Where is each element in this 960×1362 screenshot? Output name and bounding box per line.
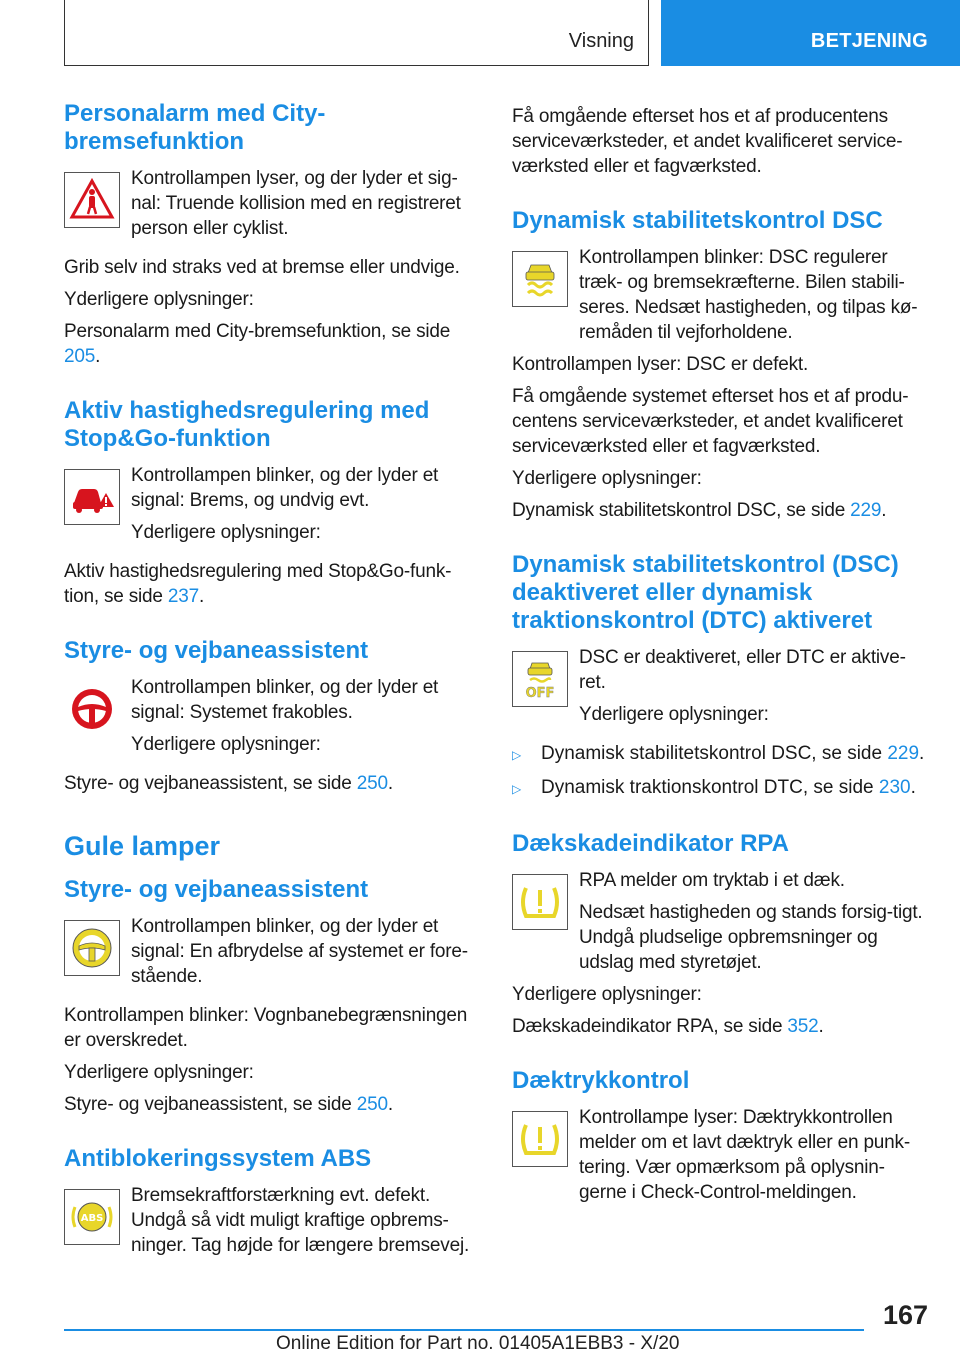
paragraph: Kontrollampen blinker: Vognbanebegrænsningen er overskredet. [64,1005,468,1051]
indicator-row-tpms [512,1105,930,1212]
section-title-steering-assist-red: Styre- og vejbaneassistent [64,637,369,664]
section-title-acc: Aktiv hastighedsregulering med Stop&Go-funktion [64,397,430,452]
indicator-row-acc [64,463,482,552]
indicator-row-steering-yellow [64,914,482,996]
reference-list [512,741,930,802]
indicator-description: Kontrollampen blinker, og der lyder et signal: En afbrydelse af systemet er fore-stående. [131,916,468,987]
svg-text:ABS: ABS [80,1213,104,1224]
section-title-tpms: Dæktrykkontrol [512,1067,690,1094]
header-chapter-tab[interactable]: BETJENING [661,0,960,66]
triangle-bullet-icon: ▷ [512,748,522,762]
right-column [512,104,930,1219]
indicator-description: Kontrollampen lyser, og der lyder et sig-nal: Truende kollision med en registreret person eller cyklist. [131,168,461,239]
section-title-personalarm: Personalarm med City- bremsefunktion [64,100,326,155]
indicator-description: Kontrollampen blinker: DSC regulerer træk- og bremsekræfterne. Bilen stabili-seres. Nedsæt hastigheden, og tilpas kø-remåden til vejforholdene. [579,247,918,343]
page-link-352[interactable]: 352 [787,1016,819,1037]
indicator-more-info: Yderligere oplysninger: [131,734,321,755]
indicator-row-dsc [512,245,930,345]
dsc-off-icon [512,651,568,707]
pedestrian-warning-icon [64,172,120,228]
list-item: ▷ Dynamisk stabilitetskontrol DSC, se side 229. [512,741,930,768]
reference-paragraph: Dækskadeindikator RPA, se side 352. [512,1016,824,1037]
section-title-steering-assist-yellow: Styre- og vejbaneassistent [64,876,369,903]
abs-icon [64,1189,120,1245]
indicator-more-info: Yderligere oplysninger: [579,704,769,725]
page-link-250[interactable]: 250 [356,773,388,794]
page-link-250[interactable]: 250 [356,1094,388,1115]
chapter-heading-yellow-lamps: Gule lamper [64,831,221,861]
indicator-row-rpa [512,868,930,975]
edition-footer: Online Edition for Part no. 01405A1EBB3 - X/20 [276,1333,680,1354]
paragraph: Få omgående systemet efterset hos et af produ-centens serviceværksteder, et andet kvalificeret serviceværksted eller et fagværksted. [512,386,909,457]
dsc-skid-car-icon [512,251,568,307]
paragraph: Få omgående efterset hos et af producentens serviceværksteder, et andet kvalificeret service-værksted eller et fagværksted. [512,106,903,177]
list-item: ▷ Dynamisk traktionskontrol DTC, se side 230. [512,775,930,802]
svg-text:OFF: OFF [525,686,555,701]
steering-wheel-red-icon [64,681,120,737]
page-link-230[interactable]: 230 [878,777,911,798]
indicator-row-abs [64,1183,482,1265]
paragraph: Yderligere oplysninger: [64,289,254,310]
page-link-229[interactable]: 229 [887,743,920,764]
triangle-bullet-icon: ▷ [512,782,522,796]
reference-paragraph: Styre- og vejbaneassistent, se side 250. [64,1094,393,1115]
indicator-row-dsc-off [512,645,930,734]
indicator-description: Nedsæt hastigheden og stands forsig-tigt. Undgå pludselige opbremsninger og udslag med styretøjet. [579,902,923,973]
section-title-rpa: Dækskadeindikator RPA [512,830,789,857]
indicator-row-steering-red [64,675,482,764]
reference-paragraph: Personalarm med City-bremsefunktion, se side 205. [64,321,451,367]
paragraph: Grib selv ind straks ved at bremse eller undvige. [64,257,460,278]
page-link-205[interactable]: 205 [64,346,96,367]
indicator-row-personalarm [64,166,482,248]
section-title-abs: Antiblokeringssystem ABS [64,1145,372,1172]
page-number: 167 [882,1300,928,1330]
indicator-description: RPA melder om tryktab i et dæk. [579,870,845,891]
indicator-description: Kontrollampen blinker, og der lyder et signal: Brems, og undvig evt. [131,465,439,511]
page-link-229[interactable]: 229 [850,500,882,521]
tire-pressure-monitor-icon [512,1111,568,1167]
collision-warning-car-icon [64,469,120,525]
indicator-description: Kontrollampe lyser: Dæktrykkontrollen melder om et lavt dæktryk eller en punk-tering. Vær opmærksom på oplysnin-gerne i Check-Control-meldingen. [579,1107,910,1203]
reference-paragraph: Dynamisk stabilitetskontrol DSC, se side 229. [512,500,887,521]
page-link-237[interactable]: 237 [167,586,199,607]
steering-wheel-yellow-icon [64,920,120,976]
tire-pressure-warning-icon [512,874,568,930]
header-frame [64,0,649,66]
reference-paragraph: Styre- og vejbaneassistent, se side 250. [64,773,393,794]
indicator-more-info: Yderligere oplysninger: [131,522,321,543]
left-column [64,100,482,1272]
header-section-label: Visning [568,30,634,52]
section-title-dsc: Dynamisk stabilitetskontrol DSC [512,207,883,234]
paragraph: Yderligere oplysninger: [64,1062,254,1083]
paragraph: Yderligere oplysninger: [512,984,702,1005]
indicator-description: DSC er deaktiveret, eller DTC er aktive-ret. [579,647,906,693]
indicator-description: Kontrollampen blinker, og der lyder et signal: Systemet frakobles. [131,677,439,723]
paragraph: Kontrollampen lyser: DSC er defekt. [512,354,809,375]
footer-divider [64,1329,864,1331]
paragraph: Yderligere oplysninger: [512,468,702,489]
indicator-description: Bremsekraftforstærkning evt. defekt. Undgå så vidt muligt kraftige opbrems-ninger. Tag højde for længere bremsevej. [131,1185,470,1256]
section-title-dsc-off: Dynamisk stabilitetskontrol (DSC) deaktiveret eller dynamisk traktionskontrol (DTC) aktiveret [512,551,899,634]
reference-paragraph: Aktiv hastighedsregulering med Stop&Go-funk-tion, se side 237. [64,561,452,607]
